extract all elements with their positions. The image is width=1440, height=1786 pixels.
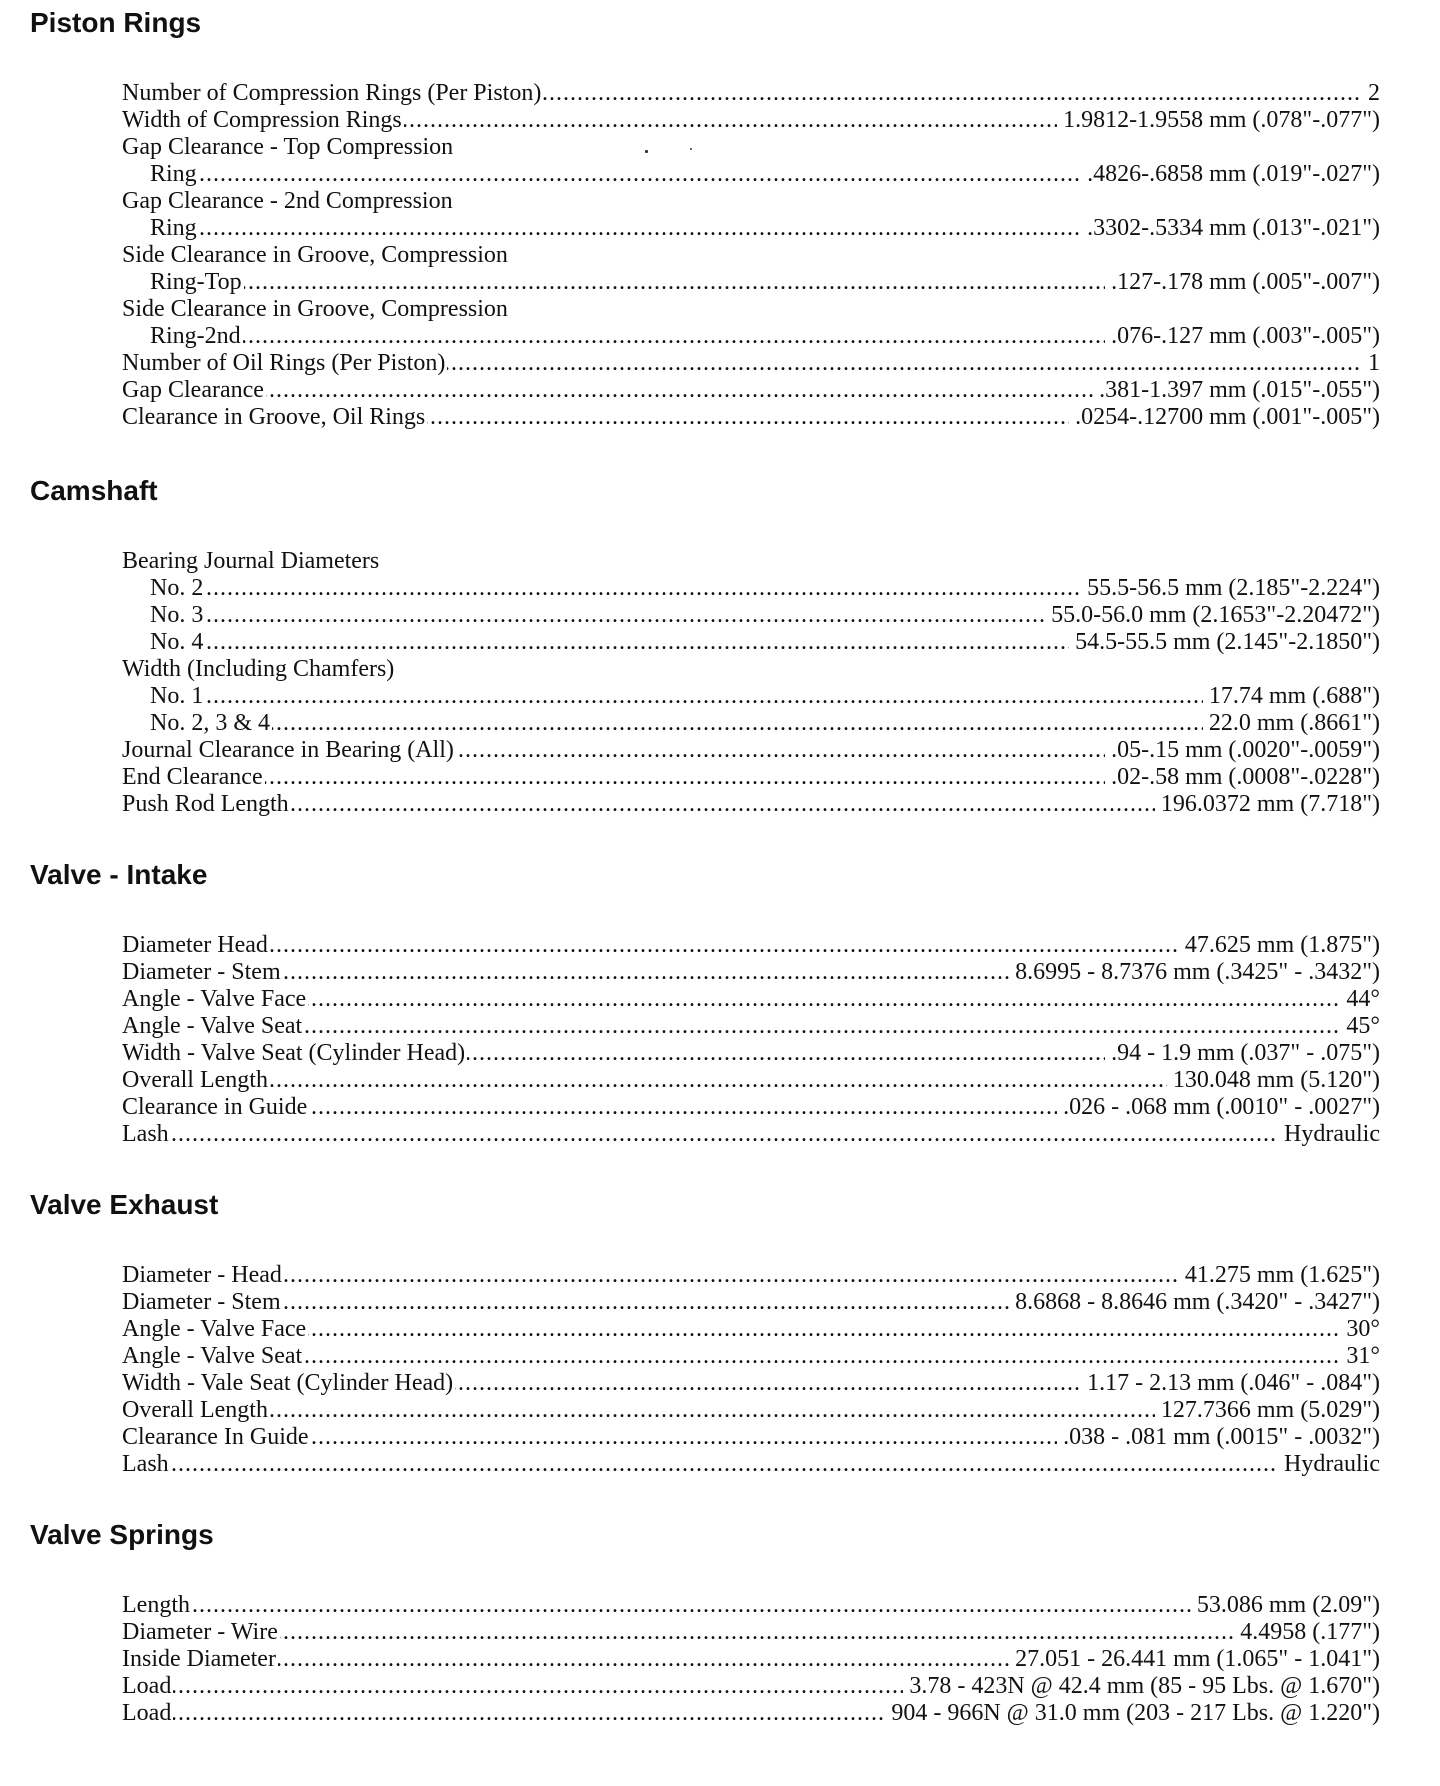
spec-label: Side Clearance in Groove, Compression (122, 242, 508, 268)
spec-value: 1.9812-1.9558 mm (.078"-.077") (1057, 107, 1380, 134)
spec-row (122, 1619, 1380, 1646)
spec-row (122, 188, 1380, 215)
spec-label: Width - Vale Seat (Cylinder Head) (122, 1370, 454, 1396)
spec-value: Hydraulic (1278, 1451, 1380, 1478)
spec-label: Ring (122, 215, 199, 242)
spec-value: 22.0 mm (.8661") (1203, 710, 1380, 737)
spec-row (122, 80, 1380, 107)
spec-row (122, 242, 1380, 269)
spec-label: Number of Compression Rings (Per Piston) (122, 80, 542, 106)
spec-label: Lash (122, 1121, 169, 1147)
spec-row (122, 629, 1380, 656)
spec-value: 1.17 - 2.13 mm (.046" - .084") (1081, 1370, 1380, 1397)
spec-row (122, 377, 1380, 404)
spec-row (122, 296, 1380, 323)
spec-value: .076-.127 mm (.003"-.005") (1105, 323, 1380, 350)
spec-label: Load (122, 1700, 172, 1726)
spec-label: Ring-2nd (122, 323, 243, 350)
spec-label: No. 2 (122, 575, 205, 602)
spec-value: 27.051 - 26.441 mm (1.065" - 1.041") (1009, 1646, 1380, 1673)
spec-value: .381-1.397 mm (.015"-.055") (1093, 377, 1380, 404)
spec-label: No. 3 (122, 602, 205, 629)
spec-value: 53.086 mm (2.09") (1191, 1592, 1380, 1619)
spec-row (122, 1289, 1380, 1316)
spec-row (122, 404, 1380, 431)
spec-label: Overall Length (122, 1067, 268, 1093)
spec-row (122, 1451, 1380, 1478)
spec-value: 47.625 mm (1.875") (1179, 932, 1380, 959)
spec-label: No. 1 (122, 683, 205, 710)
spec-row (122, 134, 1380, 161)
spec-row (122, 107, 1380, 134)
spec-value: .038 - .081 mm (.0015" - .0032") (1057, 1424, 1380, 1451)
spec-value: .94 - 1.9 mm (.037" - .075") (1105, 1040, 1380, 1067)
spec-label: No. 2, 3 & 4 (122, 710, 272, 737)
spec-row (122, 161, 1380, 188)
spec-value: .4826-.6858 mm (.019"-.027") (1081, 161, 1380, 188)
scan-speck (690, 148, 692, 150)
scan-speck (645, 150, 648, 153)
spec-label: Angle - Valve Face (122, 986, 307, 1012)
spec-value: 127.7366 mm (5.029") (1155, 1397, 1380, 1424)
spec-label: Diameter - Stem (122, 959, 281, 985)
spec-label: Gap Clearance (122, 377, 264, 403)
spec-label: Diameter - Wire (122, 1619, 278, 1645)
spec-label: Side Clearance in Groove, Compression (122, 296, 508, 322)
spec-value: 55.0-56.0 mm (2.1653"-2.20472") (1045, 602, 1380, 629)
spec-value: 196.0372 mm (7.718") (1155, 791, 1380, 818)
spec-label: Lash (122, 1451, 169, 1477)
spec-label: Ring-Top (122, 269, 244, 296)
spec-value: 31° (1340, 1343, 1380, 1370)
spec-label: Gap Clearance - 2nd Compression (122, 188, 453, 214)
spec-value: 904 - 966N @ 31.0 mm (203 - 217 Lbs. @ 1.220") (885, 1700, 1380, 1727)
spec-label: Diameter - Head (122, 1262, 282, 1288)
spec-value: 2 (1362, 80, 1380, 107)
spec-row (122, 1316, 1380, 1343)
spec-row (122, 1343, 1380, 1370)
spec-label: Gap Clearance - Top Compression (122, 134, 454, 160)
spec-label: Journal Clearance in Bearing (All) (122, 737, 454, 763)
spec-list (122, 548, 1380, 818)
spec-label: Overall Length (122, 1397, 268, 1423)
section-heading: Piston Rings (30, 7, 202, 38)
spec-value: 4.4958 (.177") (1234, 1619, 1380, 1646)
spec-row (122, 986, 1380, 1013)
spec-row (122, 1040, 1380, 1067)
spec-value: Hydraulic (1278, 1121, 1380, 1148)
spec-label: Inside Diameter (122, 1646, 276, 1672)
spec-value: 130.048 mm (5.120") (1167, 1067, 1380, 1094)
spec-label: No. 4 (122, 629, 205, 656)
spec-value: 44° (1340, 986, 1380, 1013)
spec-list (122, 1592, 1380, 1727)
spec-row (122, 1646, 1380, 1673)
section-heading: Valve Exhaust (30, 1189, 219, 1220)
spec-row (122, 764, 1380, 791)
spec-row (122, 1262, 1380, 1289)
spec-row (122, 737, 1380, 764)
spec-value: 30° (1340, 1316, 1380, 1343)
spec-row (122, 1424, 1380, 1451)
spec-row (122, 1370, 1380, 1397)
spec-label: Angle - Valve Face (122, 1316, 307, 1342)
spec-label: Clearance in Groove, Oil Rings (122, 404, 426, 430)
spec-row (122, 1121, 1380, 1148)
spec-label: Length (122, 1592, 190, 1618)
spec-row (122, 1592, 1380, 1619)
spec-row (122, 1094, 1380, 1121)
spec-label: Number of Oil Rings (Per Piston) (122, 350, 446, 376)
spec-row (122, 1673, 1380, 1700)
spec-value: 17.74 mm (.688") (1203, 683, 1380, 710)
spec-label: Load (122, 1673, 172, 1699)
spec-list (122, 932, 1380, 1148)
spec-row (122, 1397, 1380, 1424)
spec-value: 45° (1340, 1013, 1380, 1040)
spec-row (122, 791, 1380, 818)
spec-row (122, 959, 1380, 986)
spec-value: 54.5-55.5 mm (2.145"-2.1850") (1069, 629, 1380, 656)
spec-row (122, 215, 1380, 242)
spec-row (122, 548, 1380, 575)
spec-row (122, 575, 1380, 602)
spec-value: 1 (1362, 350, 1380, 377)
spec-row (122, 269, 1380, 296)
spec-list (122, 1262, 1380, 1478)
spec-value: 8.6995 - 8.7376 mm (.3425" - .3432") (1009, 959, 1380, 986)
spec-value: .05-.15 mm (.0020"-.0059") (1105, 737, 1380, 764)
spec-value: 41.275 mm (1.625") (1179, 1262, 1380, 1289)
spec-value: 3.78 - 423N @ 42.4 mm (85 - 95 Lbs. @ 1.670") (903, 1673, 1380, 1700)
spec-value: 55.5-56.5 mm (2.185"-2.224") (1081, 575, 1380, 602)
spec-row (122, 932, 1380, 959)
spec-row (122, 1067, 1380, 1094)
spec-row (122, 710, 1380, 737)
spec-label: End Clearance (122, 764, 263, 790)
spec-label: Push Rod Length (122, 791, 289, 817)
spec-list (122, 80, 1380, 431)
spec-label: Ring (122, 161, 199, 188)
section-heading: Camshaft (30, 475, 158, 506)
spec-label: Width - Valve Seat (Cylinder Head) (122, 1040, 466, 1066)
spec-row (122, 683, 1380, 710)
spec-row (122, 350, 1380, 377)
spec-label: Angle - Valve Seat (122, 1013, 303, 1039)
spec-value: .0254-.12700 mm (.001"-.005") (1069, 404, 1380, 431)
spec-row (122, 1013, 1380, 1040)
spec-label: Angle - Valve Seat (122, 1343, 303, 1369)
spec-label: Width (Including Chamfers) (122, 656, 395, 682)
spec-label: Clearance In Guide (122, 1424, 309, 1450)
spec-label: Clearance in Guide (122, 1094, 308, 1120)
spec-label: Bearing Journal Diameters (122, 548, 380, 574)
spec-label: Diameter - Stem (122, 1289, 281, 1315)
spec-value: .127-.178 mm (.005"-.007") (1105, 269, 1380, 296)
spec-row (122, 1700, 1380, 1727)
spec-value: .3302-.5334 mm (.013"-.021") (1081, 215, 1380, 242)
section-heading: Valve - Intake (30, 859, 208, 890)
spec-row (122, 323, 1380, 350)
spec-row (122, 656, 1380, 683)
spec-value: .02-.58 mm (.0008"-.0228") (1105, 764, 1380, 791)
spec-value: 8.6868 - 8.8646 mm (.3420" - .3427") (1009, 1289, 1380, 1316)
spec-label: Width of Compression Rings (122, 107, 402, 133)
spec-label: Diameter Head (122, 932, 268, 958)
spec-row (122, 602, 1380, 629)
section-heading: Valve Springs (30, 1519, 214, 1550)
spec-value: .026 - .068 mm (.0010" - .0027") (1057, 1094, 1380, 1121)
